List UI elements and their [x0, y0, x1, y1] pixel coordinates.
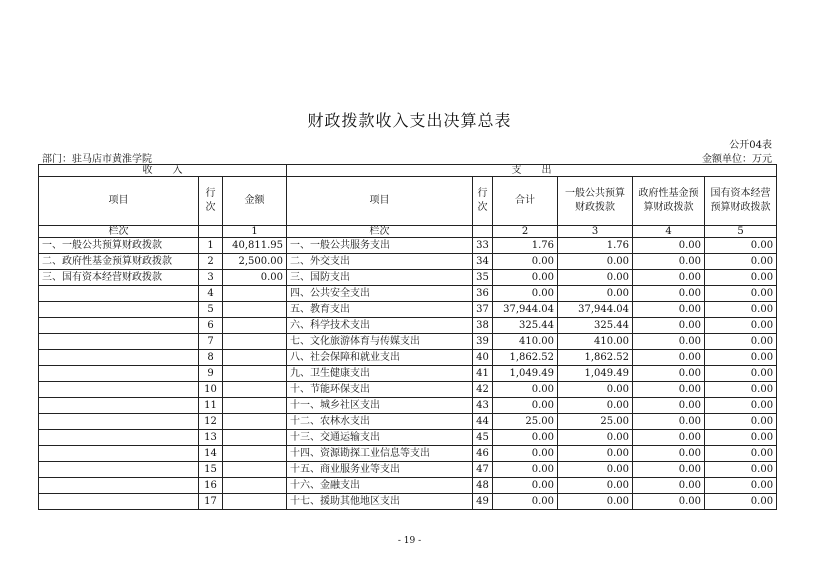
income-amount-cell	[223, 286, 287, 302]
income-row-number: 5	[199, 302, 223, 318]
income-item-header: 项目	[39, 177, 199, 226]
general-budget-amount-cell: 0.00	[558, 382, 633, 398]
income-item-cell	[39, 462, 199, 478]
general-budget-amount-cell: 0.00	[558, 430, 633, 446]
gov-fund-amount-cell: 0.00	[633, 494, 705, 510]
column-number-label: 栏次	[39, 226, 199, 238]
income-item-cell	[39, 398, 199, 414]
general-budget-amount-cell: 0.00	[558, 398, 633, 414]
gov-fund-amount-cell: 0.00	[633, 446, 705, 462]
income-amount-cell	[223, 414, 287, 430]
gov-fund-amount-cell: 0.00	[633, 318, 705, 334]
department-label: 部门：驻马店市黄淮学院	[42, 154, 152, 165]
state-capital-amount-cell: 0.00	[705, 302, 777, 318]
gov-fund-amount-cell: 0.00	[633, 430, 705, 446]
table-row	[39, 270, 777, 286]
gov-fund-amount-cell: 0.00	[633, 270, 705, 286]
table-row	[39, 318, 777, 334]
income-row-number: 1	[199, 238, 223, 254]
general-budget-amount-cell: 1,862.52	[558, 350, 633, 366]
expense-row-number: 37	[473, 302, 493, 318]
income-item-cell	[39, 302, 199, 318]
form-number: 公开04表	[729, 140, 772, 151]
state-capital-amount-cell: 0.00	[705, 286, 777, 302]
expense-item-cell: 十、节能环保支出	[287, 382, 473, 398]
income-row-number: 3	[199, 270, 223, 286]
income-amount-cell	[223, 334, 287, 350]
income-item-cell	[39, 446, 199, 462]
income-row-number: 11	[199, 398, 223, 414]
gov-fund-amount-cell: 0.00	[633, 414, 705, 430]
income-item-cell: 二、政府性基金预算财政拨款	[39, 254, 199, 270]
income-item-cell	[39, 382, 199, 398]
income-row-number: 4	[199, 286, 223, 302]
income-item-cell	[39, 286, 199, 302]
general-budget-amount-cell: 0.00	[558, 254, 633, 270]
page-title: 财政拨款收入支出决算总表	[307, 111, 512, 130]
expense-row-number: 46	[473, 446, 493, 462]
total-amount-cell: 325.44	[493, 318, 558, 334]
total-amount-cell: 0.00	[493, 286, 558, 302]
state-capital-amount-cell: 0.00	[705, 430, 777, 446]
general-budget-amount-cell: 37,944.04	[558, 302, 633, 318]
table-row	[39, 334, 777, 350]
expense-row-number: 36	[473, 286, 493, 302]
gov-fund-amount-cell: 0.00	[633, 462, 705, 478]
general-budget-amount-cell: 0.00	[558, 462, 633, 478]
general-budget-amount-cell: 0.00	[558, 494, 633, 510]
table-row	[39, 446, 777, 462]
expense-row-number: 47	[473, 462, 493, 478]
general-budget-amount-cell: 0.00	[558, 478, 633, 494]
amount-unit-label: 金额单位：万元	[702, 154, 772, 165]
expense-row-number: 48	[473, 478, 493, 494]
income-item-cell	[39, 414, 199, 430]
total-amount-cell: 0.00	[493, 494, 558, 510]
expense-row-number: 35	[473, 270, 493, 286]
income-item-cell	[39, 478, 199, 494]
income-row-number: 6	[199, 318, 223, 334]
expense-item-cell: 十二、农林水支出	[287, 414, 473, 430]
expense-item-cell: 十六、金融支出	[287, 478, 473, 494]
column-number-income-amount: 1	[223, 226, 287, 238]
table-row	[39, 302, 777, 318]
state-capital-amount-cell: 0.00	[705, 398, 777, 414]
income-row-number: 12	[199, 414, 223, 430]
income-item-cell	[39, 494, 199, 510]
table-row	[39, 398, 777, 414]
expense-row-number: 33	[473, 238, 493, 254]
table-row	[39, 494, 777, 510]
income-amount-cell	[223, 494, 287, 510]
income-amount-cell	[223, 462, 287, 478]
total-amount-cell: 0.00	[493, 254, 558, 270]
income-row-number: 10	[199, 382, 223, 398]
general-budget-amount-cell: 1.76	[558, 238, 633, 254]
gov-fund-amount-cell: 0.00	[633, 286, 705, 302]
income-amount-cell	[223, 318, 287, 334]
total-amount-cell: 0.00	[493, 398, 558, 414]
income-amount-cell	[223, 430, 287, 446]
gov-fund-amount-cell: 0.00	[633, 238, 705, 254]
general-budget-amount-cell: 325.44	[558, 318, 633, 334]
column-number-gov-fund: 4	[633, 226, 705, 238]
budget-summary-table	[38, 164, 777, 510]
expense-item-cell: 三、国防支出	[287, 270, 473, 286]
state-capital-amount-cell: 0.00	[705, 270, 777, 286]
state-capital-amount-cell: 0.00	[705, 318, 777, 334]
expense-row-number: 34	[473, 254, 493, 270]
state-capital-amount-cell: 0.00	[705, 414, 777, 430]
gov-fund-amount-cell: 0.00	[633, 334, 705, 350]
expense-row-number: 44	[473, 414, 493, 430]
income-row-number: 14	[199, 446, 223, 462]
expense-row-number: 45	[473, 430, 493, 446]
income-row-number: 8	[199, 350, 223, 366]
income-amount-cell	[223, 350, 287, 366]
general-budget-amount-cell: 410.00	[558, 334, 633, 350]
total-amount-cell: 37,944.04	[493, 302, 558, 318]
expense-item-cell: 六、科学技术支出	[287, 318, 473, 334]
table-row	[39, 286, 777, 302]
state-capital-header: 国有资本经营预算财政拨款	[705, 177, 777, 226]
expense-row-number: 40	[473, 350, 493, 366]
table-row	[39, 238, 777, 254]
general-budget-amount-cell: 1,049.49	[558, 366, 633, 382]
income-item-cell	[39, 430, 199, 446]
income-amount-cell: 40,811.95	[223, 238, 287, 254]
income-row-header: 行次	[199, 177, 223, 226]
state-capital-amount-cell: 0.00	[705, 238, 777, 254]
expense-item-cell: 九、卫生健康支出	[287, 366, 473, 382]
expense-row-number: 49	[473, 494, 493, 510]
gov-fund-amount-cell: 0.00	[633, 350, 705, 366]
gov-fund-amount-cell: 0.00	[633, 302, 705, 318]
income-amount-header: 金额	[223, 177, 287, 226]
total-amount-cell: 0.00	[493, 382, 558, 398]
expense-row-number: 41	[473, 366, 493, 382]
expense-row-header: 行次	[473, 177, 493, 226]
column-number-total: 2	[493, 226, 558, 238]
income-amount-cell	[223, 398, 287, 414]
state-capital-amount-cell: 0.00	[705, 478, 777, 494]
expense-item-cell: 十五、商业服务业等支出	[287, 462, 473, 478]
expense-row-number: 43	[473, 398, 493, 414]
expense-item-cell: 十一、城乡社区支出	[287, 398, 473, 414]
income-row-number: 16	[199, 478, 223, 494]
general-budget-header: 一般公共预算财政拨款	[558, 177, 633, 226]
expense-item-cell: 八、社会保障和就业支出	[287, 350, 473, 366]
table-row	[39, 350, 777, 366]
gov-fund-amount-cell: 0.00	[633, 398, 705, 414]
expense-item-cell: 一、一般公共服务支出	[287, 238, 473, 254]
column-number-blank	[473, 226, 493, 238]
total-amount-cell: 1.76	[493, 238, 558, 254]
expense-item-cell: 十七、援助其他地区支出	[287, 494, 473, 510]
income-row-number: 13	[199, 430, 223, 446]
general-budget-amount-cell: 0.00	[558, 446, 633, 462]
income-row-number: 17	[199, 494, 223, 510]
gov-fund-header: 政府性基金预算财政拨款	[633, 177, 705, 226]
state-capital-amount-cell: 0.00	[705, 462, 777, 478]
state-capital-amount-cell: 0.00	[705, 366, 777, 382]
income-amount-cell: 0.00	[223, 270, 287, 286]
income-amount-cell	[223, 382, 287, 398]
table-row	[39, 366, 777, 382]
column-number-general: 3	[558, 226, 633, 238]
total-amount-cell: 0.00	[493, 478, 558, 494]
income-amount-cell: 2,500.00	[223, 254, 287, 270]
expense-item-cell: 十三、交通运输支出	[287, 430, 473, 446]
table-row	[39, 382, 777, 398]
page-number: - 19 -	[397, 536, 422, 546]
expense-section-header: 支 出	[287, 165, 777, 177]
total-amount-cell: 0.00	[493, 446, 558, 462]
expense-item-cell: 二、外交支出	[287, 254, 473, 270]
income-row-number: 2	[199, 254, 223, 270]
expense-item-header: 项目	[287, 177, 473, 226]
table-row	[39, 478, 777, 494]
gov-fund-amount-cell: 0.00	[633, 366, 705, 382]
section-header-row	[39, 165, 777, 177]
income-row-number: 9	[199, 366, 223, 382]
income-section-header: 收 入	[39, 165, 287, 177]
general-budget-amount-cell: 0.00	[558, 270, 633, 286]
expense-item-cell: 五、教育支出	[287, 302, 473, 318]
income-amount-cell	[223, 302, 287, 318]
gov-fund-amount-cell: 0.00	[633, 254, 705, 270]
state-capital-amount-cell: 0.00	[705, 494, 777, 510]
column-number-blank	[199, 226, 223, 238]
income-row-number: 15	[199, 462, 223, 478]
income-item-cell	[39, 366, 199, 382]
expense-item-cell: 七、文化旅游体育与传媒支出	[287, 334, 473, 350]
state-capital-amount-cell: 0.00	[705, 382, 777, 398]
table-row	[39, 462, 777, 478]
expense-row-number: 42	[473, 382, 493, 398]
general-budget-amount-cell: 0.00	[558, 286, 633, 302]
expense-item-cell: 四、公共安全支出	[287, 286, 473, 302]
total-amount-cell: 25.00	[493, 414, 558, 430]
state-capital-amount-cell: 0.00	[705, 254, 777, 270]
gov-fund-amount-cell: 0.00	[633, 382, 705, 398]
income-item-cell: 一、一般公共预算财政拨款	[39, 238, 199, 254]
expense-row-number: 39	[473, 334, 493, 350]
column-number-state-capital: 5	[705, 226, 777, 238]
state-capital-amount-cell: 0.00	[705, 334, 777, 350]
total-amount-cell: 0.00	[493, 430, 558, 446]
expense-row-number: 38	[473, 318, 493, 334]
column-header-row	[39, 177, 777, 226]
table-row	[39, 254, 777, 270]
table-row	[39, 430, 777, 446]
total-amount-cell: 0.00	[493, 270, 558, 286]
total-amount-cell: 1,862.52	[493, 350, 558, 366]
table-row	[39, 414, 777, 430]
general-budget-amount-cell: 25.00	[558, 414, 633, 430]
income-item-cell	[39, 318, 199, 334]
total-amount-cell: 1,049.49	[493, 366, 558, 382]
income-amount-cell	[223, 446, 287, 462]
income-row-number: 7	[199, 334, 223, 350]
column-number-expense-label: 栏次	[287, 226, 473, 238]
state-capital-amount-cell: 0.00	[705, 446, 777, 462]
expense-item-cell: 十四、资源勘探工业信息等支出	[287, 446, 473, 462]
gov-fund-amount-cell: 0.00	[633, 478, 705, 494]
income-item-cell	[39, 350, 199, 366]
total-header: 合计	[493, 177, 558, 226]
total-amount-cell: 410.00	[493, 334, 558, 350]
total-amount-cell: 0.00	[493, 462, 558, 478]
column-number-row	[39, 226, 777, 238]
state-capital-amount-cell: 0.00	[705, 350, 777, 366]
income-amount-cell	[223, 366, 287, 382]
income-amount-cell	[223, 478, 287, 494]
income-item-cell: 三、国有资本经营财政拨款	[39, 270, 199, 286]
income-item-cell	[39, 334, 199, 350]
